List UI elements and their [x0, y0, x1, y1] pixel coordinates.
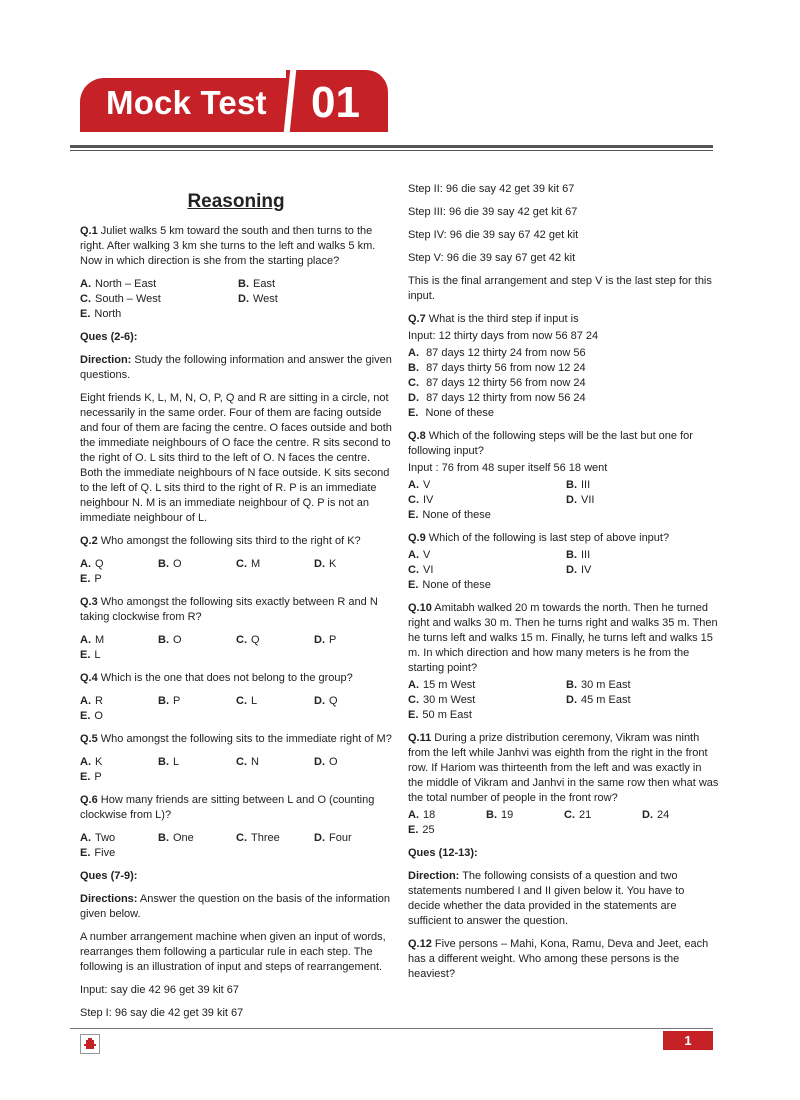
test-number: 01: [311, 78, 360, 127]
option-c: C. VI: [408, 564, 434, 576]
option-a: A. K: [80, 756, 103, 768]
page-title: Mock Test: [106, 84, 267, 121]
question-q9: Q.9 Which of the following is last step of above input?: [408, 532, 670, 544]
direction: Direction: Study the following information and answer the given questions.: [80, 354, 392, 381]
option-a: A. M: [80, 634, 105, 646]
direction: Direction: The following consists of a question and two statements numbered I and II given below it. You have to decide whether the data provided in the statements are sufficient to answer the question.: [408, 870, 685, 927]
option-e: E. None of these: [408, 579, 491, 591]
option-e: E. P: [80, 771, 102, 783]
step-line: Step V: 96 die 39 say 67 get 42 kit: [408, 252, 576, 264]
question-q12: Q.12 Five persons – Mahi, Kona, Ramu, Deva and Jeet, each has a different weight. Who among these persons is the heaviest?: [408, 938, 709, 980]
options-q8: [408, 478, 719, 523]
option-a: A. 87 days 12 thirty 24 from now 56: [408, 347, 586, 359]
section-title: Reasoning: [187, 191, 285, 212]
question-number: Q.1: [80, 225, 98, 237]
option-e: E. O: [80, 710, 103, 722]
option-d: D. VII: [566, 494, 595, 506]
option-e: E. None of these: [408, 509, 491, 521]
question-q7: Q.7 What is the third step if input is: [408, 313, 579, 325]
options-q7: [408, 346, 719, 421]
question-group-label: Ques (12-13):: [408, 847, 478, 859]
option-a: A. Q: [80, 558, 104, 570]
option-b: B. East: [238, 278, 276, 290]
options-q1: [80, 277, 392, 322]
option-c: C. M: [236, 558, 261, 570]
step-line: Step I: 96 say die 42 get 39 kit 67: [80, 1007, 244, 1019]
option-d: D. K: [314, 558, 337, 570]
option-a: A. 15 m West: [408, 679, 476, 691]
option-d: D. IV: [566, 564, 592, 576]
question-q1: [80, 224, 392, 269]
option-c: C. Three: [236, 832, 280, 844]
logo-glyph-icon: [83, 1037, 97, 1051]
option-e: E. 25: [408, 824, 435, 836]
question-q10: Q.10 Amitabh walked 20 m towards the north. Then he turned right and walks 30 m. Then he turns right and walks 35 m. Then he turns left and walks 15 m. Finally, he turns left and walks 15 m. In which direction and how many meters is he from the starting point?: [408, 602, 718, 674]
options-q9: [408, 548, 719, 593]
footer-rule: [70, 1028, 713, 1029]
option-e: E. L: [80, 649, 101, 661]
question-group-label: Ques (2-6):: [80, 331, 138, 343]
question-q5: Q.5 Who amongst the following sits to the immediate right of M?: [80, 733, 392, 745]
option-c: C. L: [236, 695, 258, 707]
input-line: Input: say die 42 96 get 39 kit 67: [80, 984, 240, 996]
option-b: B. P: [158, 695, 181, 707]
publisher-logo-icon: [80, 1034, 100, 1054]
right-column: [408, 182, 719, 990]
options-q5: [80, 755, 392, 785]
option-b: B. One: [158, 832, 194, 844]
step-line: Step III: 96 die 39 say 42 get kit 67: [408, 206, 578, 218]
step-line: Step IV: 96 die 39 say 67 42 get kit: [408, 229, 579, 241]
option-a: A. V: [408, 549, 431, 561]
option-b: B. III: [566, 549, 591, 561]
option-d: D. Four: [314, 832, 352, 844]
directions: Directions: Answer the question on the basis of the information given below.: [80, 893, 391, 920]
question-group-label: Ques (7-9):: [80, 870, 138, 882]
option-a: A. V: [408, 479, 431, 491]
final-arrangement-note: This is the final arrangement and step V is the last step for this input.: [408, 275, 712, 302]
option-a: A. 18: [408, 809, 436, 821]
question-q11: Q.11 During a prize distribution ceremony, Vikram was ninth from the left while Janhvi was eighth from the right in the front row. If Hariom was thirteenth from the left and was exactly in the middle of Vikram and Janhvi in the same row then what was the total number of people in the front row?: [408, 732, 719, 804]
option-d: D. P: [314, 634, 337, 646]
option-e: E. Five: [80, 847, 116, 859]
question-q8: Q.8 Which of the following steps will be the last but one for following input?: [408, 430, 693, 457]
header-rule-thin: [70, 150, 713, 151]
option-c: C. IV: [408, 494, 434, 506]
options-q4: [80, 694, 392, 724]
option-e: E. P: [80, 573, 102, 585]
question-text: Juliet walks 5 km toward the south and then turns to the right. After walking 3 km she turns to the left and walks 5 km. Now in which direction is she from the starting place?: [80, 225, 376, 267]
option-b: B. 30 m East: [566, 679, 631, 691]
question-input: Input : 76 from 48 super itself 56 18 went: [408, 462, 608, 474]
left-column: [80, 190, 392, 1029]
option-c: C. South – West: [80, 293, 161, 305]
question-q6: Q.6 How many friends are sitting between L and O (counting clockwise from L)?: [80, 794, 375, 821]
question-q3: Q.3 Who amongst the following sits exactly between R and N taking clockwise from R?: [80, 596, 378, 623]
option-c: C. N: [236, 756, 259, 768]
header-rule-thick: [70, 145, 713, 148]
options-q11: [408, 808, 719, 838]
option-d: D. O: [314, 756, 338, 768]
option-e: E. North: [80, 308, 122, 320]
question-input: Input: 12 thirty days from now 56 87 24: [408, 330, 599, 342]
option-d: D. Q: [314, 695, 338, 707]
option-d: D. 45 m East: [566, 694, 631, 706]
question-q2: Q.2 Who amongst the following sits third to the right of K?: [80, 535, 361, 547]
option-c: C. 30 m West: [408, 694, 476, 706]
question-q4: Q.4 Which is the one that does not belong to the group?: [80, 672, 353, 684]
option-a: A. Two: [80, 832, 116, 844]
option-b: B. L: [158, 756, 180, 768]
option-b: B. 19: [486, 809, 514, 821]
machine-description: A number arrangement machine when given an input of words, rearranges them following a particular rule in each step. The following is an illustration of input and steps of rearrangement.: [80, 931, 386, 973]
option-a: A. North – East: [80, 278, 157, 290]
option-d: D. West: [238, 293, 278, 305]
options-q10: [408, 678, 719, 723]
option-d: D. 24: [642, 809, 670, 821]
option-b: B. O: [158, 634, 182, 646]
option-a: A. R: [80, 695, 103, 707]
option-c: C. 21: [564, 809, 592, 821]
option-e: E. None of these: [408, 407, 494, 419]
step-line: Step II: 96 die say 42 get 39 kit 67: [408, 183, 575, 195]
options-q6: [80, 831, 392, 861]
options-q3: [80, 633, 392, 663]
option-c: C. 87 days 12 thirty 56 from now 24: [408, 377, 586, 389]
option-b: B. O: [158, 558, 182, 570]
options-q2: [80, 557, 392, 587]
option-b: B. 87 days thirty 56 from now 12 24: [408, 362, 586, 374]
option-e: E. 50 m East: [408, 709, 472, 721]
passage: Eight friends K, L, M, N, O, P, Q and R are sitting in a circle, not necessarily in the same order. Four of them are facing outside and four of them are facing the centre. O faces outside and both the immediate neighbours of O face the centre. R sits second to the right of O. L sits third to the left of O. N faces the centre. Both the immediate neighbours of N face outside. K sits second to the left of Q. L sits third to the right of R. P is an immediate neighbour N. M is an immediate neighbour of Q. P is not an immediate neighbour of L.: [80, 392, 392, 524]
header-banner: [80, 70, 388, 136]
option-d: D. 87 days 12 thirty from now 56 24: [408, 392, 586, 404]
option-b: B. III: [566, 479, 591, 491]
page-number: 1: [663, 1031, 713, 1050]
option-c: C. Q: [236, 634, 260, 646]
